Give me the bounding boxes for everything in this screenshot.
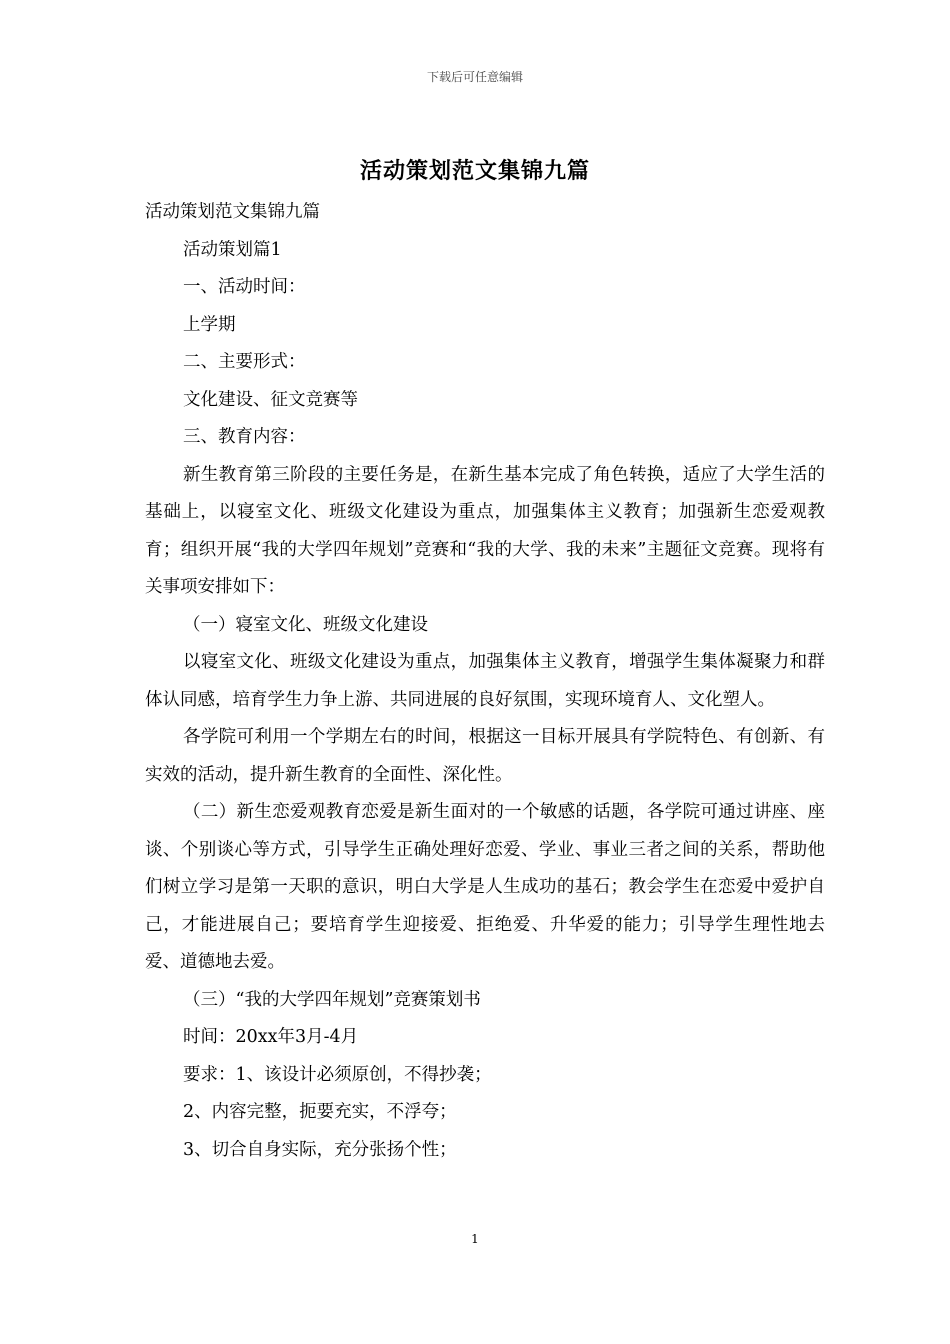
paragraph: 2、内容完整，扼要充实，不浮夸； (183, 1102, 457, 1122)
page-number: 1 (471, 1232, 479, 1246)
paragraph: 时间：20xx年3月-4月 (183, 1027, 359, 1047)
paragraph: 文化建设、征文竞赛等 (183, 389, 358, 410)
paragraph: 各学院可利用一个学期左右的时间，根据这一目标开展具有学院特色、有创新、有实效的活动，提升新生教育的全面性、深化性。 (145, 727, 825, 785)
paragraph: 新生教育第三阶段的主要任务是，在新生基本完成了角色转换，适应了大学生活的基础上，以寝室文化、班级文化建设为重点，加强集体主义教育；加强新生恋爱观教育；组织开展“我的大学四年规划”竞赛和“我的大学、我的未来”主题征文竞赛。现将有关事项安排如下： (145, 464, 825, 597)
paragraph: （三）“我的大学四年规划”竞赛策划书 (183, 989, 481, 1010)
document-body (145, 194, 825, 1169)
paragraph: 二、主要形式： (183, 352, 306, 372)
document-title: 活动策划范文集锦九篇 (359, 158, 590, 184)
paragraph: 3、切合自身实际，充分张扬个性； (183, 1139, 457, 1160)
paragraph: （二）新生恋爱观教育恋爱是新生面对的一个敏感的话题，各学院可通过讲座、座谈、个别谈心等方式，引导学生正确处理好恋爱、学业、事业三者之间的关系，帮助他们树立学习是第一天职的意识，明白大学是人生成功的基石；教会学生在恋爱中爱护自己，才能进展自己；要培育学生迎接爱、拒绝爱、升华爱的能力；引导学生理性地去爱、道德地去爱。 (145, 802, 825, 972)
paragraph: 要求：1、该设计必须原创，不得抄袭； (183, 1064, 492, 1085)
paragraph-subtitle: 活动策划范文集锦九篇 (145, 202, 320, 222)
paragraph: 以寝室文化、班级文化建设为重点，加强集体主义教育，增强学生集体凝聚力和群体认同感，培育学生力争上游、共同进展的良好氛围，实现环境育人、文化塑人。 (145, 652, 825, 710)
paragraph: （一）寝室文化、班级文化建设 (183, 614, 428, 635)
paragraph: 上学期 (183, 314, 236, 335)
paragraph-section-heading: 活动策划篇1 (183, 239, 282, 260)
header-note: 下载后可任意编辑 (426, 70, 523, 84)
paragraph: 三、教育内容： (183, 427, 306, 447)
paragraph: 一、活动时间： (183, 277, 306, 297)
